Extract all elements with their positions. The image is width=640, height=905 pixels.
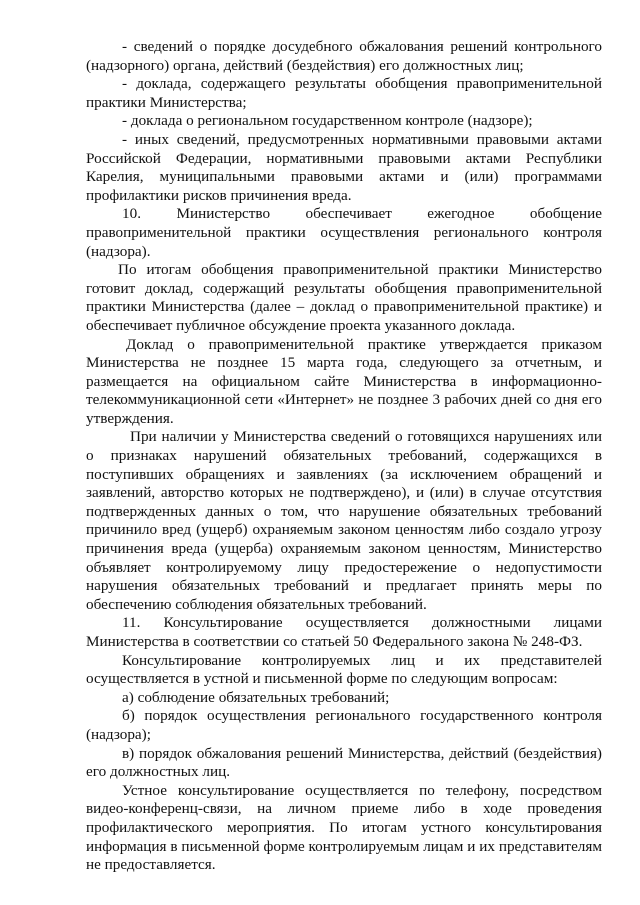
text-line: обеспечению соблюдения обязательных требований. [86, 595, 427, 613]
document-body [86, 38, 602, 875]
text-line: (надзора); [86, 725, 151, 743]
text-line: 10. Министерство обеспечивает ежегодное обобщение [122, 205, 602, 223]
text-line: По итогам обобщения правоприменительной практики Министерство [118, 261, 602, 279]
text-line: Министерства в соответствии со статьей 50 Федерального закона № 248-ФЗ. [86, 633, 583, 650]
text-line: Устное консультирование осуществляется по телефону, посредством [122, 781, 602, 799]
text-line: Карелия, муниципальными правовыми актами и (или) программами [86, 168, 602, 186]
text-line: (надзора). [86, 242, 151, 260]
text-line: - доклада, содержащего результаты обобщения правоприменительной [122, 75, 602, 93]
text-line: (надзорного) органа, действий (бездействия) его должностных лиц; [86, 56, 524, 74]
text-line: не предоставляется. [86, 856, 216, 874]
text-line: заявлений, авторство которых не подтверждено), и (или) в случае отсутствия [86, 484, 602, 502]
text-line: причинило вред (ущерб) охраняемым законом ценностям либо создало угрозу [86, 521, 602, 539]
text-line: размещается на официальном сайте Министерства в информационно- [86, 372, 602, 390]
text-line: профилактического мероприятия. По итогам устного консультирования [86, 818, 602, 836]
text-line: объявляет контролируемому лицу предостережение о недопустимости [86, 558, 602, 576]
text-line: б) порядок осуществления регионального государственного контроля [122, 707, 602, 725]
text-line: При наличии у Министерства сведений о готовящихся нарушениях или [130, 428, 602, 446]
text-line: обеспечивает публичное обсуждение проекта указанного доклада. [86, 316, 516, 334]
text-line: утверждения. [86, 409, 174, 427]
text-line: готовит доклад, содержащий результаты обобщения правоприменительной [86, 279, 602, 297]
text-line: - доклада о региональном государственном контроле (надзоре); [122, 112, 533, 130]
text-line: Российской Федерации, нормативными правовыми актами Республики [86, 149, 602, 167]
text-line: 11. Консультирование осуществляется должностными лицами [122, 614, 602, 632]
text-line: - иных сведений, предусмотренных нормативными правовыми актами [122, 130, 602, 148]
text-line: нарушения обязательных требований и предлагает принять меры по [86, 577, 602, 595]
text-line: правоприменительной практики осуществления регионального контроля [86, 223, 602, 241]
text-line: практики Министерства (далее – доклад о правоприменительной практике) и [86, 298, 602, 316]
text-line: его должностных лиц. [86, 763, 231, 781]
text-line: - сведений о порядке досудебного обжалования решений контрольного [122, 38, 602, 55]
text-line: Министерства не позднее 15 марта года, следующего за отчетным, и [86, 354, 602, 372]
text-line: видео-конференц-связи, на личном приеме либо в ходе проведения [86, 800, 602, 818]
text-line: о признаках нарушений обязательных требований, содержащихся в [86, 447, 602, 465]
text-line: профилактики рисков причинения вреда. [86, 186, 352, 204]
text-line: в) порядок обжалования решений Министерства, действий (бездействия) [122, 744, 602, 762]
text-line: Консультирование контролируемых лиц и их представителей [122, 651, 602, 669]
text-line: подтвержденных данных о том, что нарушение обязательных требований [86, 502, 602, 520]
text-line: осуществляется в устной и письменной форме по следующим вопросам: [86, 670, 558, 688]
text-line: телекоммуникационной сети «Интернет» не позднее 3 рабочих дней со дня его [86, 391, 602, 409]
text-line: а) соблюдение обязательных требований; [122, 688, 390, 706]
text-line: Доклад о правоприменительной практике утверждается приказом [126, 335, 602, 353]
text-line: причинения вреда (ущерба) охраняемым законом ценностям, Министерство [86, 540, 602, 558]
text-line: практики Министерства; [86, 93, 247, 111]
text-line: поступивших обращениях и заявлениях (за исключением обращений и [86, 465, 602, 483]
text-line: информация в письменной форме контролируемым лицам и их представителям [86, 837, 602, 855]
